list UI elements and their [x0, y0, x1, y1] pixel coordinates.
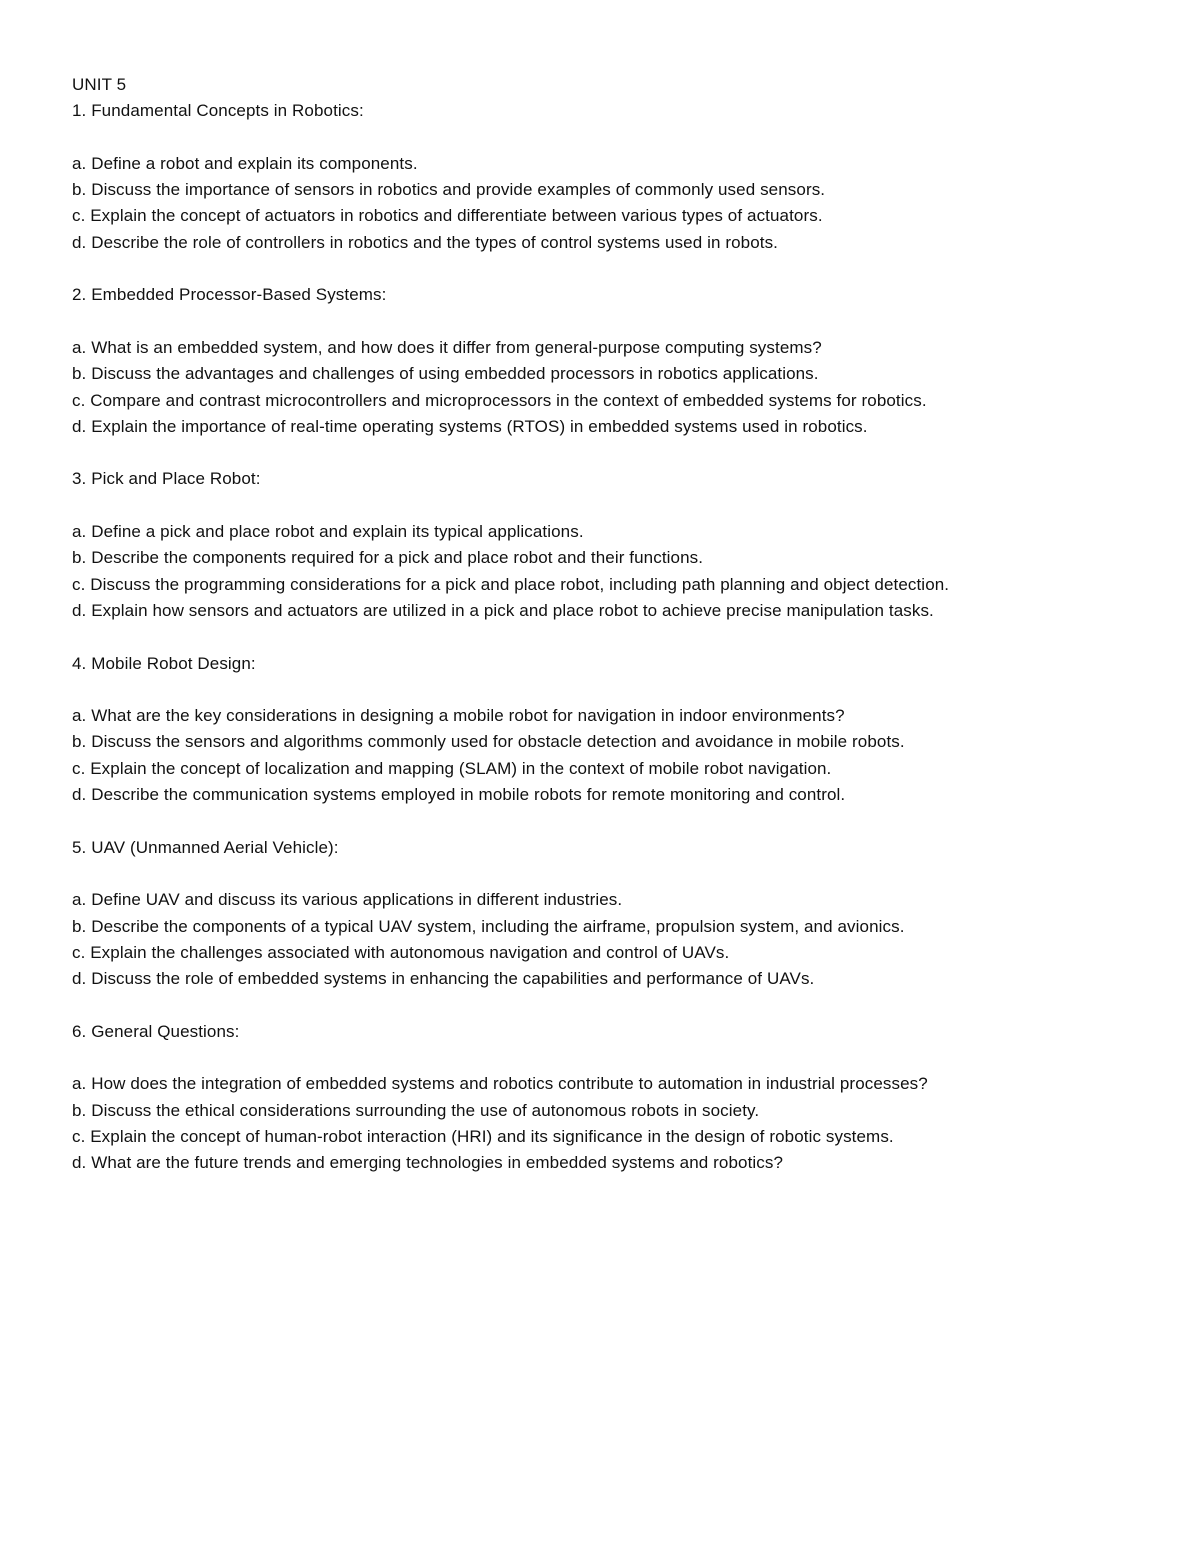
question-item: d. What are the future trends and emerging technologies in embedded systems and robotics? [72, 1153, 784, 1173]
question-item: a. How does the integration of embedded systems and robotics contribute to automation in industrial processes? [72, 1074, 928, 1094]
blank-line [72, 256, 1152, 282]
blank-line [72, 624, 1152, 650]
blank-line [72, 440, 1152, 466]
question-item: a. Define UAV and discuss its various applications in different industries. [72, 890, 623, 910]
section-heading: 2. Embedded Processor-Based Systems: [72, 285, 387, 305]
blank-line [72, 1045, 1152, 1071]
question-item: c. Explain the challenges associated with autonomous navigation and control of UAVs. [72, 942, 730, 962]
blank-line [72, 677, 1152, 703]
question-item: d. Explain the importance of real-time operating systems (RTOS) in embedded systems used in robotics. [72, 416, 868, 436]
question-item: a. What is an embedded system, and how does it differ from general-purpose computing systems? [72, 337, 822, 357]
blank-line [72, 992, 1152, 1018]
blank-line [72, 309, 1152, 335]
unit-title: UNIT 5 [72, 75, 127, 94]
blank-line [72, 861, 1152, 887]
blank-line [72, 493, 1152, 519]
question-item: c. Explain the concept of human-robot interaction (HRI) and its significance in the design of robotic systems. [72, 1126, 894, 1146]
question-item: d. Describe the communication systems employed in mobile robots for remote monitoring and control. [72, 785, 846, 805]
question-item: b. Discuss the ethical considerations surrounding the use of autonomous robots in society. [72, 1100, 760, 1120]
question-item: b. Discuss the importance of sensors in robotics and provide examples of commonly used sensors. [72, 180, 826, 200]
question-item: c. Compare and contrast microcontrollers and microprocessors in the context of embedded systems for robotics. [72, 390, 927, 410]
section-heading: 1. Fundamental Concepts in Robotics: [72, 101, 364, 121]
question-item: d. Explain how sensors and actuators are utilized in a pick and place robot to achieve precise manipulation tasks. [72, 600, 934, 620]
document-page [72, 72, 1152, 1176]
question-item: c. Explain the concept of actuators in robotics and differentiate between various types of actuators. [72, 206, 823, 226]
question-item: d. Discuss the role of embedded systems in enhancing the capabilities and performance of UAVs. [72, 969, 815, 989]
question-item: b. Discuss the sensors and algorithms commonly used for obstacle detection and avoidance in mobile robots. [72, 732, 905, 752]
question-item: a. Define a pick and place robot and explain its typical applications. [72, 522, 584, 542]
section-heading: 4. Mobile Robot Design: [72, 653, 256, 673]
section-heading: 3. Pick and Place Robot: [72, 469, 261, 489]
question-item: b. Describe the components required for a pick and place robot and their functions. [72, 548, 704, 568]
question-item: c. Discuss the programming considerations for a pick and place robot, including path planning and object detection. [72, 574, 950, 594]
question-item: a. What are the key considerations in designing a mobile robot for navigation in indoor environments? [72, 706, 845, 726]
question-item: d. Describe the role of controllers in robotics and the types of control systems used in robots. [72, 232, 778, 252]
question-item: b. Describe the components of a typical UAV system, including the airframe, propulsion system, and avionics. [72, 916, 905, 936]
blank-line [72, 808, 1152, 834]
question-item: b. Discuss the advantages and challenges of using embedded processors in robotics applications. [72, 364, 819, 384]
section-heading: 5. UAV (Unmanned Aerial Vehicle): [72, 837, 339, 857]
blank-line [72, 125, 1152, 151]
section-heading: 6. General Questions: [72, 1021, 240, 1041]
question-item: a. Define a robot and explain its components. [72, 153, 418, 173]
question-item: c. Explain the concept of localization and mapping (SLAM) in the context of mobile robot navigation. [72, 758, 832, 778]
